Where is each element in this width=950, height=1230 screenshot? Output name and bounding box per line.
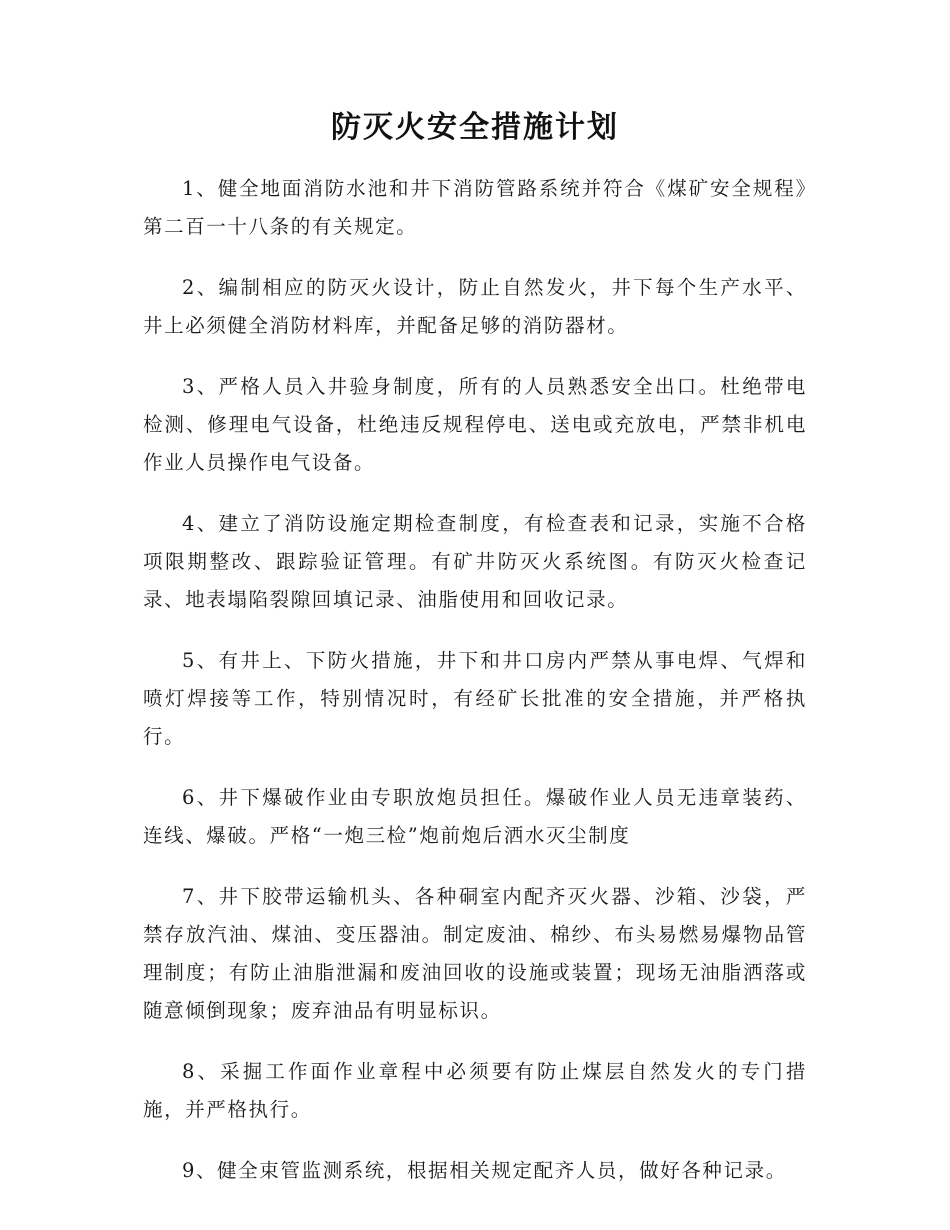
paragraph-7: 7、井下胶带运输机头、各种硐室内配齐灭火器、沙箱、沙袋，严禁存放汽油、煤油、变压器油。制定废油、棉纱、布头易燃易爆物品管理制度；有防止油脂泄漏和废油回收的设施或装置；现场无油脂洒落或随意倾倒现象；废弃油品有明显标识。 bbox=[143, 885, 807, 1022]
paragraph-5: 5、有井上、下防火措施，井下和井口房内严禁从事电焊、气焊和喷灯焊接等工作，特别情况时，有经矿长批准的安全措施，并严格执行。 bbox=[143, 649, 807, 748]
paragraph-6: 6、井下爆破作业由专职放炮员担任。爆破作业人员无违章装药、连线、爆破。严格“一炮三检”炮前炮后洒水灭尘制度 bbox=[143, 786, 807, 847]
paragraph-4: 4、建立了消防设施定期检查制度，有检查表和记录，实施不合格项限期整改、跟踪验证管理。有矿井防灭火系统图。有防灭火检查记录、地表塌陷裂隙回填记录、油脂使用和回收记录。 bbox=[143, 512, 807, 611]
paragraph-3: 3、严格人员入井验身制度，所有的人员熟悉安全出口。杜绝带电检测、修理电气设备，杜绝违反规程停电、送电或充放电，严禁非机电作业人员操作电气设备。 bbox=[143, 375, 807, 474]
paragraph-8: 8、采掘工作面作业章程中必须要有防止煤层自然发火的专门措施，并严格执行。 bbox=[143, 1060, 807, 1121]
paragraph-1: 1、健全地面消防水池和井下消防管路系统并符合《煤矿安全规程》第二百一十八条的有关规定。 bbox=[143, 177, 807, 238]
document-title: 防灭火安全措施计划 bbox=[331, 110, 619, 145]
paragraph-2: 2、编制相应的防灭火设计，防止自然发火，井下每个生产水平、井上必须健全消防材料库，并配备足够的消防器材。 bbox=[143, 276, 807, 337]
paragraph-9: 9、健全束管监测系统，根据相关规定配齐人员，做好各种记录。 bbox=[182, 1159, 787, 1182]
